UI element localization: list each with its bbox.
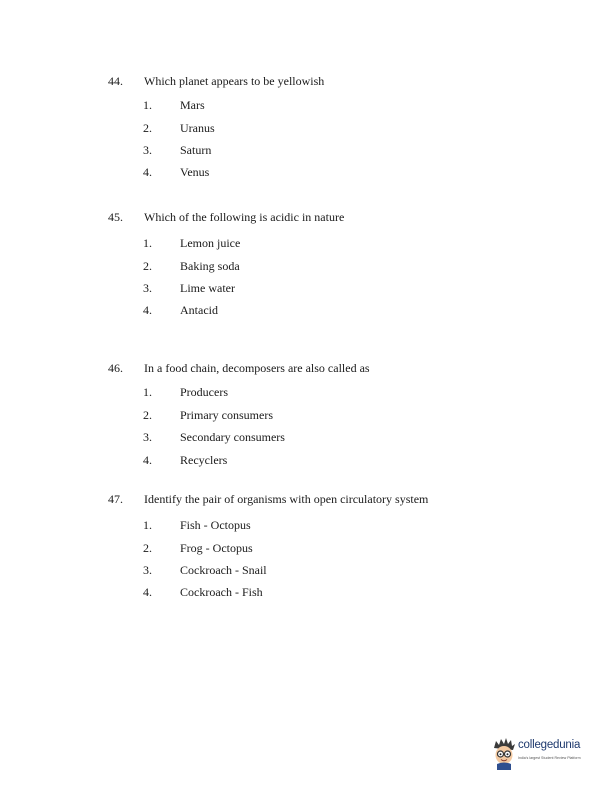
question-number: 47. — [108, 492, 123, 506]
option-text: Uranus — [180, 121, 215, 135]
option — [0, 453, 612, 469]
option-text: Frog - Octopus — [180, 541, 253, 555]
option — [0, 303, 612, 319]
option — [0, 281, 612, 297]
option — [0, 143, 612, 159]
logo-name: collegedunia — [518, 739, 581, 751]
option-text: Baking soda — [180, 259, 240, 273]
option-text: Venus — [180, 165, 210, 179]
option-text: Secondary consumers — [180, 430, 285, 444]
option-text: Primary consumers — [180, 408, 273, 422]
collegedunia-logo[interactable] — [490, 736, 600, 770]
option-number: 4. — [143, 585, 152, 599]
option-text: Cockroach - Snail — [180, 563, 267, 577]
option — [0, 385, 612, 401]
option-number: 3. — [143, 143, 152, 157]
option-number: 1. — [143, 518, 152, 532]
option-number: 2. — [143, 541, 152, 555]
option — [0, 585, 612, 601]
question-text: Which planet appears to be yellowish — [144, 74, 325, 88]
option — [0, 236, 612, 252]
mascot-icon — [490, 736, 518, 770]
option-number: 4. — [143, 165, 152, 179]
option-number: 2. — [143, 408, 152, 422]
option-text: Mars — [180, 98, 205, 112]
option-number: 3. — [143, 563, 152, 577]
option-number: 4. — [143, 303, 152, 317]
option-text: Fish - Octopus — [180, 518, 251, 532]
option-number: 2. — [143, 121, 152, 135]
option — [0, 259, 612, 275]
option-text: Antacid — [180, 303, 218, 317]
option — [0, 98, 612, 114]
question-number: 46. — [108, 361, 123, 375]
option-text: Lemon juice — [180, 236, 241, 250]
option-number: 4. — [143, 453, 152, 467]
option-number: 1. — [143, 98, 152, 112]
option-text: Recyclers — [180, 453, 228, 467]
option-number: 3. — [143, 281, 152, 295]
option-text: Cockroach - Fish — [180, 585, 263, 599]
option — [0, 563, 612, 579]
option — [0, 121, 612, 137]
option — [0, 518, 612, 534]
question-text: Identify the pair of organisms with open circulatory system — [144, 492, 429, 506]
question-text: Which of the following is acidic in nature — [144, 210, 345, 224]
option-text: Producers — [180, 385, 228, 399]
option — [0, 408, 612, 424]
option — [0, 430, 612, 446]
option — [0, 165, 612, 181]
option-text: Saturn — [180, 143, 212, 157]
option-number: 1. — [143, 385, 152, 399]
option-text: Lime water — [180, 281, 235, 295]
question-number: 44. — [108, 74, 123, 88]
option-number: 3. — [143, 430, 152, 444]
logo-tagline: India's largest Student Review Platform — [518, 756, 581, 760]
question-number: 45. — [108, 210, 123, 224]
option — [0, 541, 612, 557]
question-text: In a food chain, decomposers are also called as — [144, 361, 370, 375]
option-number: 2. — [143, 259, 152, 273]
option-number: 1. — [143, 236, 152, 250]
